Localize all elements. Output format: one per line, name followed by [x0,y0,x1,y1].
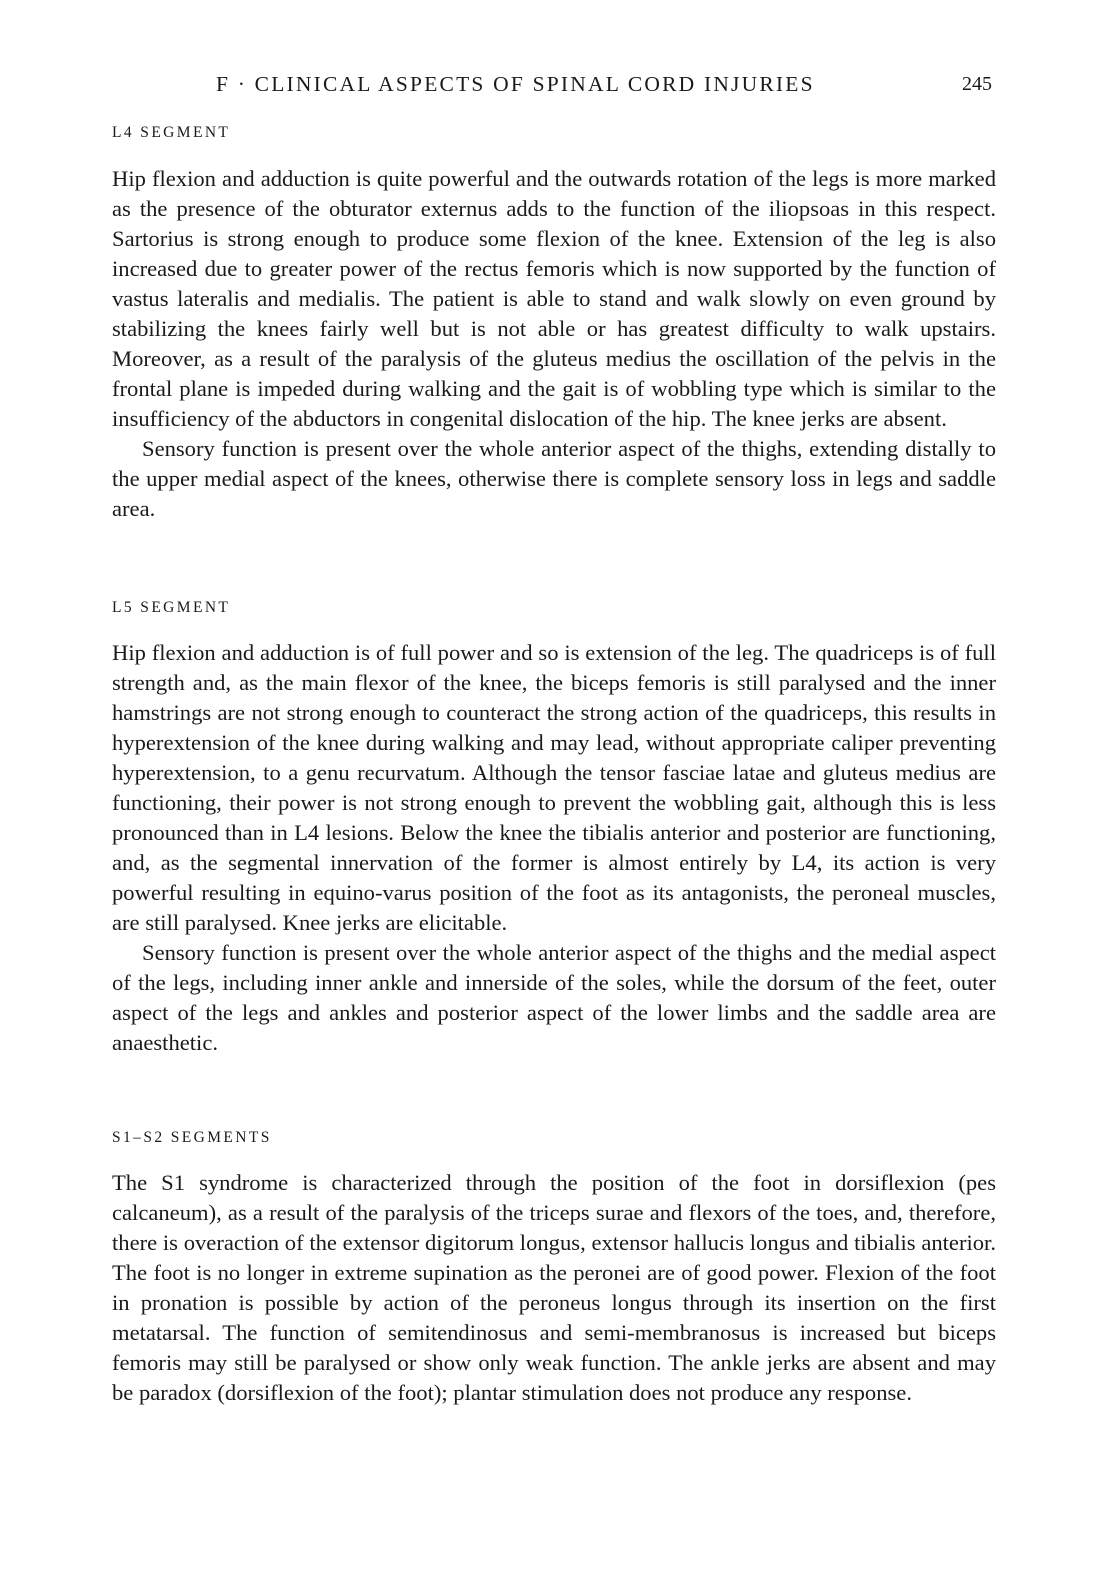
section-heading-l4: L4 SEGMENT [112,124,231,141]
section-heading-s1-s2: S1–S2 SEGMENTS [112,1129,272,1146]
paragraph: The S1 syndrome is characterized through the position of the foot in dorsiflexion (pes calcaneum), as a result of the paralysis of the triceps surae and flexors of the toes, and, therefore, there is overaction of the extensor digitorum longus, extensor hallucis longus and tibialis anterior. The foot is no longer in extreme supination as the peronei are of good power. Flexion of the foot in pronation is possible by action of the peroneus longus through its insertion on the first metatarsal. The function of semitendinosus and semi-membranosus is increased but biceps femoris may still be paralysed or show only weak function. The ankle jerks are absent and may be paradox (dorsiflexion of the foot); plantar stimulation does not produce any response. [112,1170,996,1405]
running-title: F · CLINICAL ASPECTS OF SPINAL CORD INJURIES [216,72,815,96]
section-body-l4 [112,164,996,524]
paragraph: Sensory function is present over the whole anterior aspect of the thighs and the medial aspect of the legs, including inner ankle and innerside of the soles, while the dorsum of the feet, outer aspect of the legs and ankles and posterior aspect of the lower limbs and the saddle area are anaesthetic. [112,940,996,1055]
paragraph: Hip flexion and adduction is quite powerful and the outwards rotation of the legs is more marked as the presence of the obturator externus adds to the function of the iliopsoas in this respect. Sartorius is strong enough to produce some flexion of the knee. Extension of the leg is also increased due to greater power of the rectus femoris which is now supported by the function of vastus lateralis and medialis. The patient is able to stand and walk slowly on even ground by stabilizing the knees fairly well but is not able or has greatest difficulty to walk upstairs. Moreover, as a result of the paralysis of the gluteus medius the oscillation of the pelvis in the frontal plane is impeded during walking and the gait is of wobbling type which is similar to the insufficiency of the abductors in congenital dislocation of the hip. The knee jerks are absent. [112,166,996,431]
page-number: 245 [962,73,992,95]
running-header [112,72,996,102]
section-body-l5 [112,638,996,1058]
paragraph: Sensory function is present over the whole anterior aspect of the thighs, extending distally to the upper medial aspect of the knees, otherwise there is complete sensory loss in legs and saddle area. [112,436,996,521]
paragraph: Hip flexion and adduction is of full power and so is extension of the leg. The quadriceps is of full strength and, as the main flexor of the knee, the biceps femoris is still paralysed and the inner hamstrings are not strong enough to counteract the strong action of the quadriceps, this results in hyperextension of the knee during walking and may lead, without appropriate caliper preventing hyperextension, to a genu recurvatum. Although the tensor fasciae latae and gluteus medius are functioning, their power is not strong enough to prevent the wobbling gait, although this is less pronounced than in L4 lesions. Below the knee the tibialis anterior and posterior are functioning, and, as the segmental innervation of the former is almost entirely by L4, its action is very powerful resulting in equino-varus position of the foot as its antagonists, the peroneal muscles, are still paralysed. Knee jerks are elicitable. [112,640,996,935]
section-heading-l5: L5 SEGMENT [112,599,231,616]
section-body-s1-s2 [112,1168,996,1408]
